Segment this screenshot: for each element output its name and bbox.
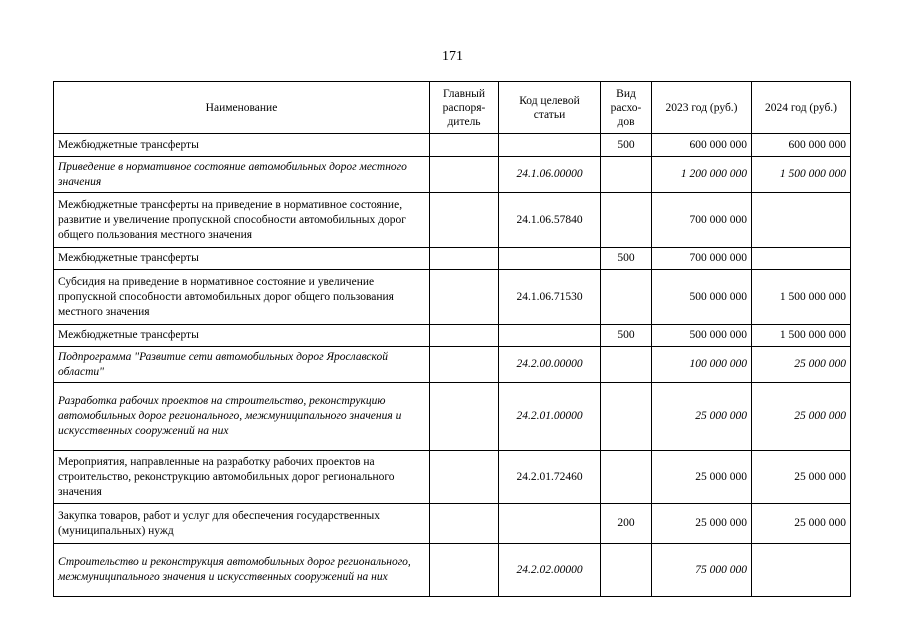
cell-kind [601, 451, 652, 504]
cell-2023: 600 000 000 [652, 134, 752, 157]
page-number: 171 [442, 49, 463, 64]
cell-manager [430, 451, 499, 504]
table-row [54, 347, 851, 383]
table-row [54, 544, 851, 597]
cell-2023: 1 200 000 000 [652, 157, 752, 193]
cell-2023: 700 000 000 [652, 193, 752, 248]
cell-manager [430, 504, 499, 544]
cell-code: 24.1.06.00000 [499, 157, 601, 193]
cell-manager [430, 325, 499, 347]
header-2024: 2024 год (руб.) [752, 82, 851, 134]
cell-2024: 25 000 000 [752, 383, 851, 451]
cell-name: Межбюджетные трансферты [54, 134, 430, 157]
cell-kind: 500 [601, 134, 652, 157]
budget-table [53, 81, 851, 597]
cell-code: 24.1.06.71530 [499, 270, 601, 325]
cell-kind: 500 [601, 325, 652, 347]
cell-name: Мероприятия, направленные на разработку рабочих проектов на строительство, реконструкцию автомобильных дорог регионального значения [54, 451, 430, 504]
header-kind: Вид расхо-дов [601, 82, 652, 134]
cell-2023: 25 000 000 [652, 383, 752, 451]
cell-kind [601, 544, 652, 597]
header-manager: Главный распоря-дитель [430, 82, 499, 134]
cell-name: Строительство и реконструкция автомобильных дорог регионального, межмуниципального значения и искусственных сооружений на них [54, 544, 430, 597]
cell-code: 24.2.01.72460 [499, 451, 601, 504]
cell-2024 [752, 248, 851, 270]
header-2023: 2023 год (руб.) [652, 82, 752, 134]
cell-2024: 1 500 000 000 [752, 325, 851, 347]
cell-2023: 500 000 000 [652, 270, 752, 325]
table-row [54, 134, 851, 157]
cell-2024: 25 000 000 [752, 504, 851, 544]
cell-kind: 500 [601, 248, 652, 270]
header-name: Наименование [54, 82, 430, 134]
cell-2023: 25 000 000 [652, 504, 752, 544]
cell-manager [430, 134, 499, 157]
cell-manager [430, 347, 499, 383]
cell-2024: 1 500 000 000 [752, 270, 851, 325]
cell-name: Межбюджетные трансферты [54, 248, 430, 270]
cell-manager [430, 544, 499, 597]
cell-2024: 1 500 000 000 [752, 157, 851, 193]
table-row [54, 325, 851, 347]
cell-code [499, 134, 601, 157]
table-row [54, 193, 851, 248]
cell-code [499, 248, 601, 270]
cell-name: Подпрограмма "Развитие сети автомобильных дорог Ярославской области" [54, 347, 430, 383]
header-code: Код целевой статьи [499, 82, 601, 134]
cell-name: Закупка товаров, работ и услуг для обеспечения государственных (муниципальных) нужд [54, 504, 430, 544]
cell-name: Межбюджетные трансферты [54, 325, 430, 347]
cell-2024: 25 000 000 [752, 347, 851, 383]
cell-kind [601, 157, 652, 193]
cell-2024 [752, 544, 851, 597]
cell-2023: 500 000 000 [652, 325, 752, 347]
table-row [54, 270, 851, 325]
cell-name: Разработка рабочих проектов на строительство, реконструкцию автомобильных дорог регионального, межмуниципального значения и искусственных сооружений на них [54, 383, 430, 451]
cell-name: Межбюджетные трансферты на приведение в нормативное состояние, развитие и увеличение пропускной способности автомобильных дорог общего пользования местного значения [54, 193, 430, 248]
cell-code: 24.2.00.00000 [499, 347, 601, 383]
cell-kind [601, 193, 652, 248]
cell-2023: 25 000 000 [652, 451, 752, 504]
table-row [54, 157, 851, 193]
cell-kind [601, 270, 652, 325]
table-row [54, 451, 851, 504]
table-header-row [54, 82, 851, 134]
cell-code [499, 504, 601, 544]
cell-code: 24.2.02.00000 [499, 544, 601, 597]
cell-2023: 700 000 000 [652, 248, 752, 270]
table-row [54, 504, 851, 544]
cell-manager [430, 270, 499, 325]
cell-code: 24.1.06.57840 [499, 193, 601, 248]
cell-kind [601, 347, 652, 383]
cell-2024: 25 000 000 [752, 451, 851, 504]
cell-2024: 600 000 000 [752, 134, 851, 157]
table-row [54, 248, 851, 270]
cell-manager [430, 157, 499, 193]
cell-2023: 100 000 000 [652, 347, 752, 383]
cell-manager [430, 193, 499, 248]
cell-kind [601, 383, 652, 451]
cell-2023: 75 000 000 [652, 544, 752, 597]
cell-manager [430, 248, 499, 270]
cell-code: 24.2.01.00000 [499, 383, 601, 451]
cell-name: Приведение в нормативное состояние автомобильных дорог местного значения [54, 157, 430, 193]
cell-2024 [752, 193, 851, 248]
cell-kind: 200 [601, 504, 652, 544]
cell-code [499, 325, 601, 347]
table-row [54, 383, 851, 451]
cell-name: Субсидия на приведение в нормативное состояние и увеличение пропускной способности автомобильных дорог общего пользования местного значения [54, 270, 430, 325]
cell-manager [430, 383, 499, 451]
